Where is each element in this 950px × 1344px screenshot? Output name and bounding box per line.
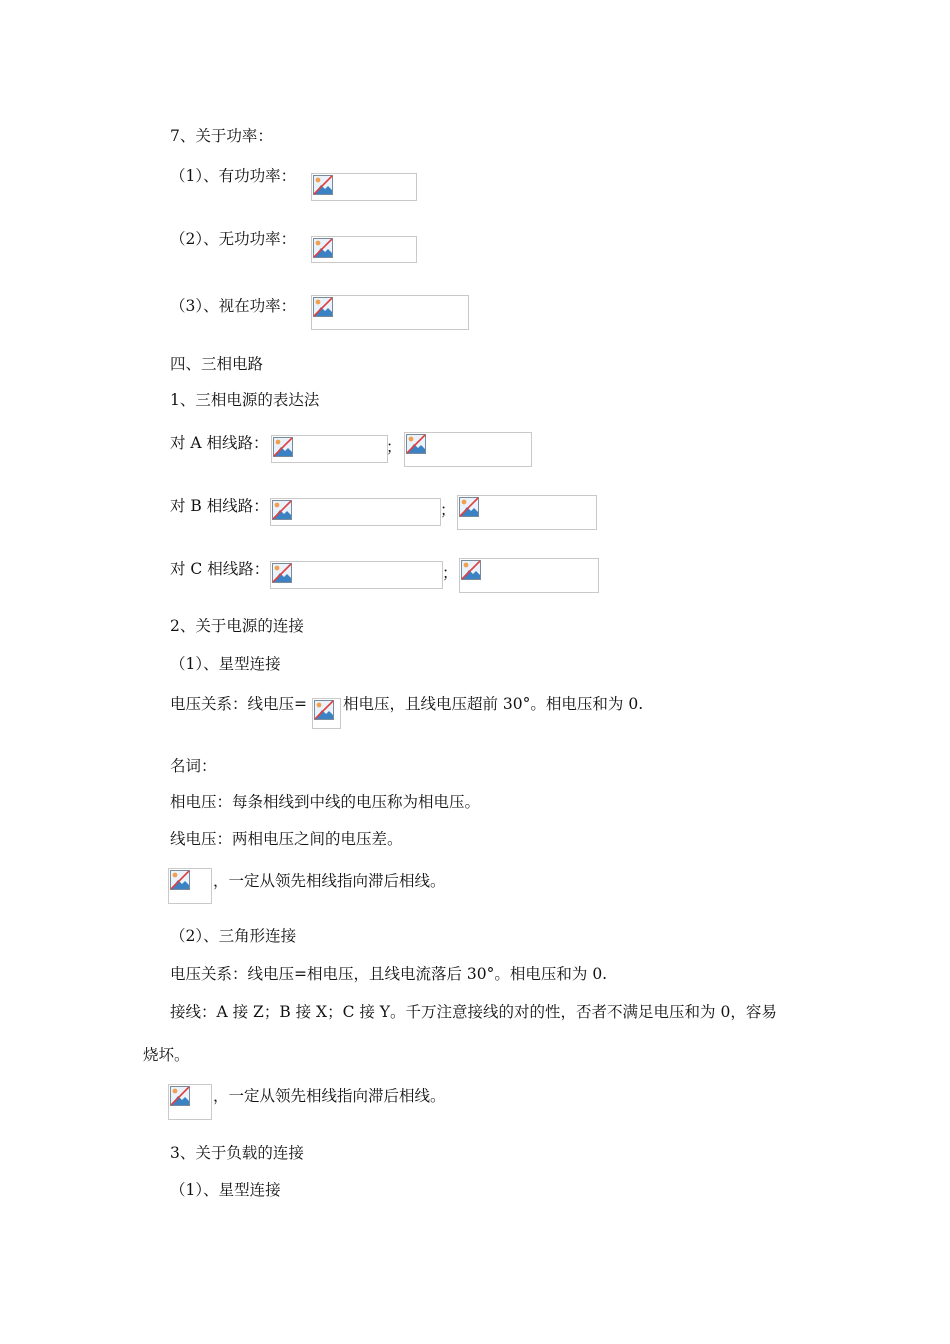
line-current-vector-image <box>168 1084 212 1120</box>
section-4-title: 四、三相电路 <box>170 355 264 373</box>
sqrt3-formula-image <box>312 698 341 729</box>
broken-image-icon <box>272 500 292 520</box>
apparent-power-label: （3）、视在功率： <box>170 297 297 315</box>
active-power-label: （1）、有功功率： <box>170 167 297 185</box>
section-7-title: 7、关于功率： <box>170 127 273 145</box>
active-power-formula-image <box>311 173 417 201</box>
phase-voltage-definition: 相电压：每条相线到中线的电压称为相电压。 <box>170 793 481 811</box>
terms-title: 名词： <box>170 757 217 775</box>
broken-image-icon <box>461 560 481 580</box>
phase-b-formula-image-1 <box>270 498 441 526</box>
phase-a-formula-image-1 <box>271 435 388 463</box>
subsection-2-title: 2、关于电源的连接 <box>170 617 304 635</box>
broken-image-icon <box>170 870 190 890</box>
line-voltage-vector-image <box>168 868 212 904</box>
reactive-power-formula-image <box>311 236 417 263</box>
delta-connection-title: （2）、三角形连接 <box>170 927 297 945</box>
broken-image-icon <box>170 1086 190 1106</box>
subsection-3-title: 3、关于负载的连接 <box>170 1144 304 1162</box>
phase-a-formula-image-2 <box>404 432 532 467</box>
line-voltage-definition: 线电压：两相电压之间的电压差。 <box>170 830 403 848</box>
subsection-1-title: 1、三相电源的表达法 <box>170 391 320 409</box>
phase-a-label: 对 A 相线路： <box>170 434 269 452</box>
delta-voltage-relation: 电压关系：线电压=相电压，且线电流落后 30°。相电压和为 0. <box>170 965 608 983</box>
direction-note: ，一定从领先相线指向滞后相线。 <box>213 872 446 890</box>
wiring-line-1: 接线：A 接 Z；B 接 X；C 接 Y。千万注意接线的对的性，否者不满足电压和为 0，容易 <box>170 1003 777 1021</box>
star-voltage-prefix: 电压关系：线电压= <box>170 695 307 713</box>
phase-c-separator: ； <box>442 564 458 582</box>
apparent-power-formula-image <box>311 295 469 330</box>
load-star-connection-title: （1）、星型连接 <box>170 1181 281 1199</box>
phase-c-formula-image-1 <box>270 561 443 589</box>
phase-a-separator: ； <box>386 438 402 456</box>
phase-b-formula-image-2 <box>457 495 597 530</box>
star-connection-title: （1）、星型连接 <box>170 655 281 673</box>
phase-c-formula-image-2 <box>459 558 599 593</box>
star-voltage-suffix: 相电压，且线电压超前 30°。相电压和为 0. <box>343 695 644 713</box>
broken-image-icon <box>313 238 333 258</box>
broken-image-icon <box>272 563 292 583</box>
broken-image-icon <box>273 437 293 457</box>
broken-image-icon <box>406 434 426 454</box>
broken-image-icon <box>313 297 333 317</box>
wiring-line-2: 烧坏。 <box>143 1046 190 1064</box>
broken-image-icon <box>314 700 334 720</box>
phase-b-label: 对 B 相线路： <box>170 497 269 515</box>
broken-image-icon <box>313 175 333 195</box>
phase-c-label: 对 C 相线路： <box>170 560 270 578</box>
reactive-power-label: （2）、无功功率： <box>170 230 297 248</box>
phase-b-separator: ； <box>440 501 456 519</box>
broken-image-icon <box>459 497 479 517</box>
direction-note-2: ，一定从领先相线指向滞后相线。 <box>213 1087 446 1105</box>
